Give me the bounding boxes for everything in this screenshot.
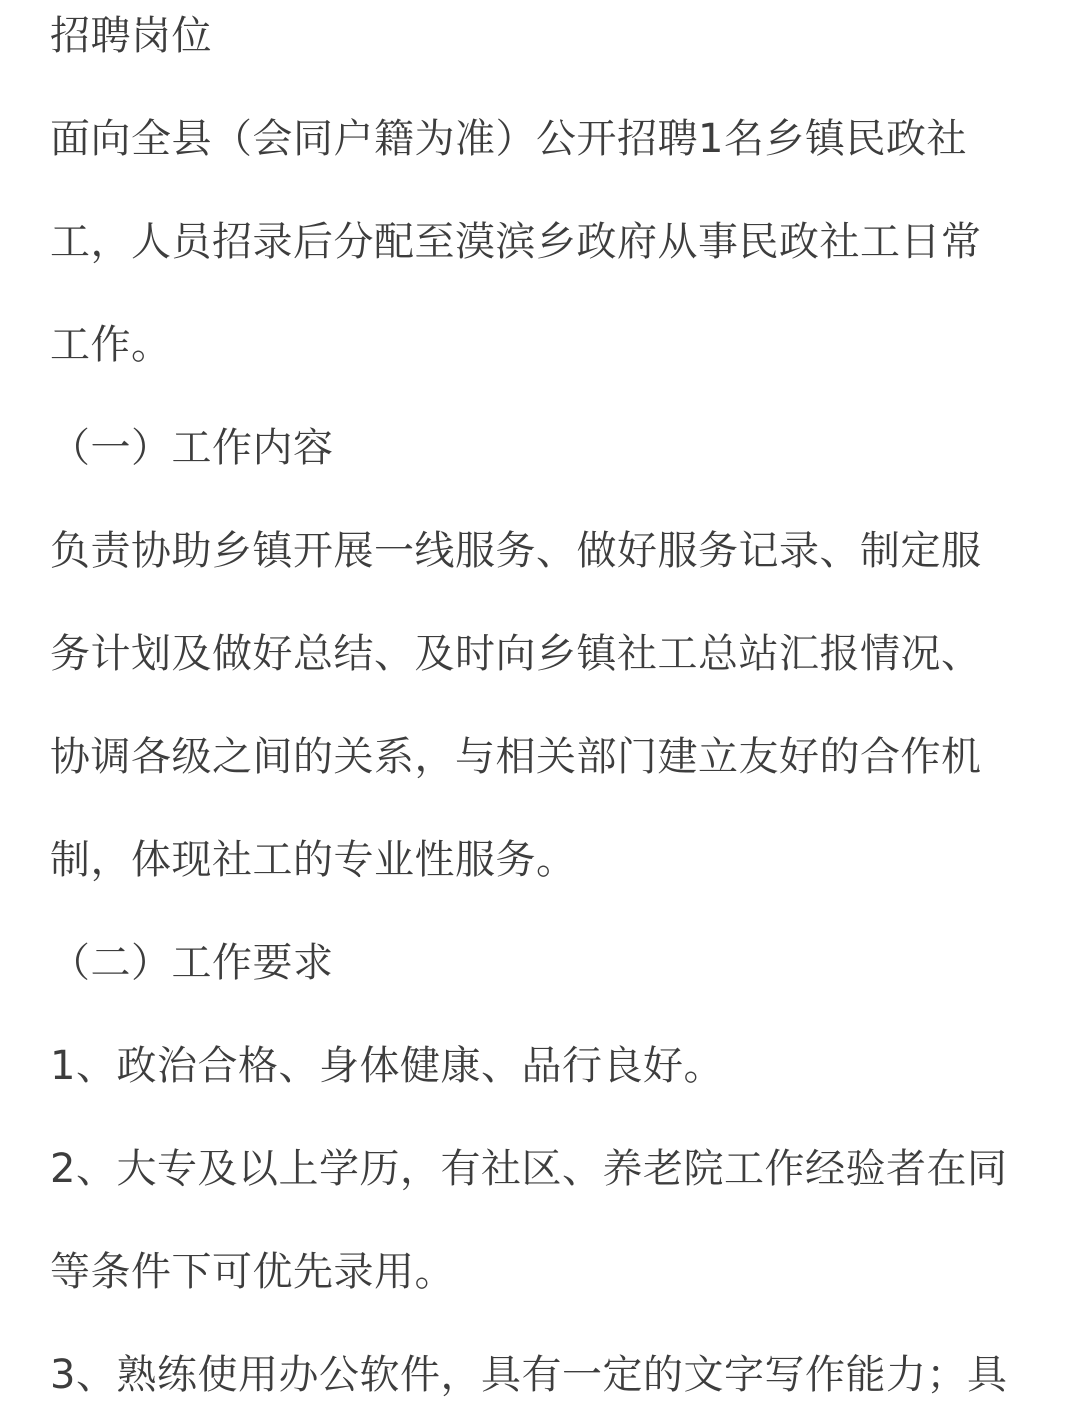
paragraph-line: 协调各级之间的关系，与相关部门建立友好的合作机 — [50, 734, 982, 780]
job-content-paragraph — [50, 500, 1035, 912]
paragraph-line: 等条件下可优先录用。 — [50, 1249, 455, 1295]
article-body — [50, 0, 1035, 1427]
job-requirements-heading: （二）工作要求 — [50, 940, 334, 986]
position-paragraph — [50, 88, 1035, 397]
requirement-item-2 — [50, 1118, 1035, 1324]
requirement-item-3: 3、熟练使用办公软件，具有一定的文字写作能力；具 — [50, 1352, 1008, 1398]
job-content-heading: （一）工作内容 — [50, 425, 334, 471]
section-title: 招聘岗位 — [50, 13, 212, 59]
paragraph-line: 工，人员招录后分配至漠滨乡政府从事民政社工日常 — [50, 219, 982, 265]
paragraph-line: 2、大专及以上学历，有社区、养老院工作经验者在同 — [50, 1146, 1008, 1192]
paragraph-line: 制，体现社工的专业性服务。 — [50, 837, 577, 883]
paragraph-line: 负责协助乡镇开展一线服务、做好服务记录、制定服 — [50, 528, 982, 574]
paragraph-line: 工作。 — [50, 322, 172, 368]
requirement-item-1: 1、政治合格、身体健康、品行良好。 — [50, 1043, 724, 1089]
paragraph-line: 务计划及做好总结、及时向乡镇社工总站汇报情况、 — [50, 631, 982, 677]
paragraph-line: 面向全县（会同户籍为准）公开招聘1名乡镇民政社 — [50, 116, 967, 162]
